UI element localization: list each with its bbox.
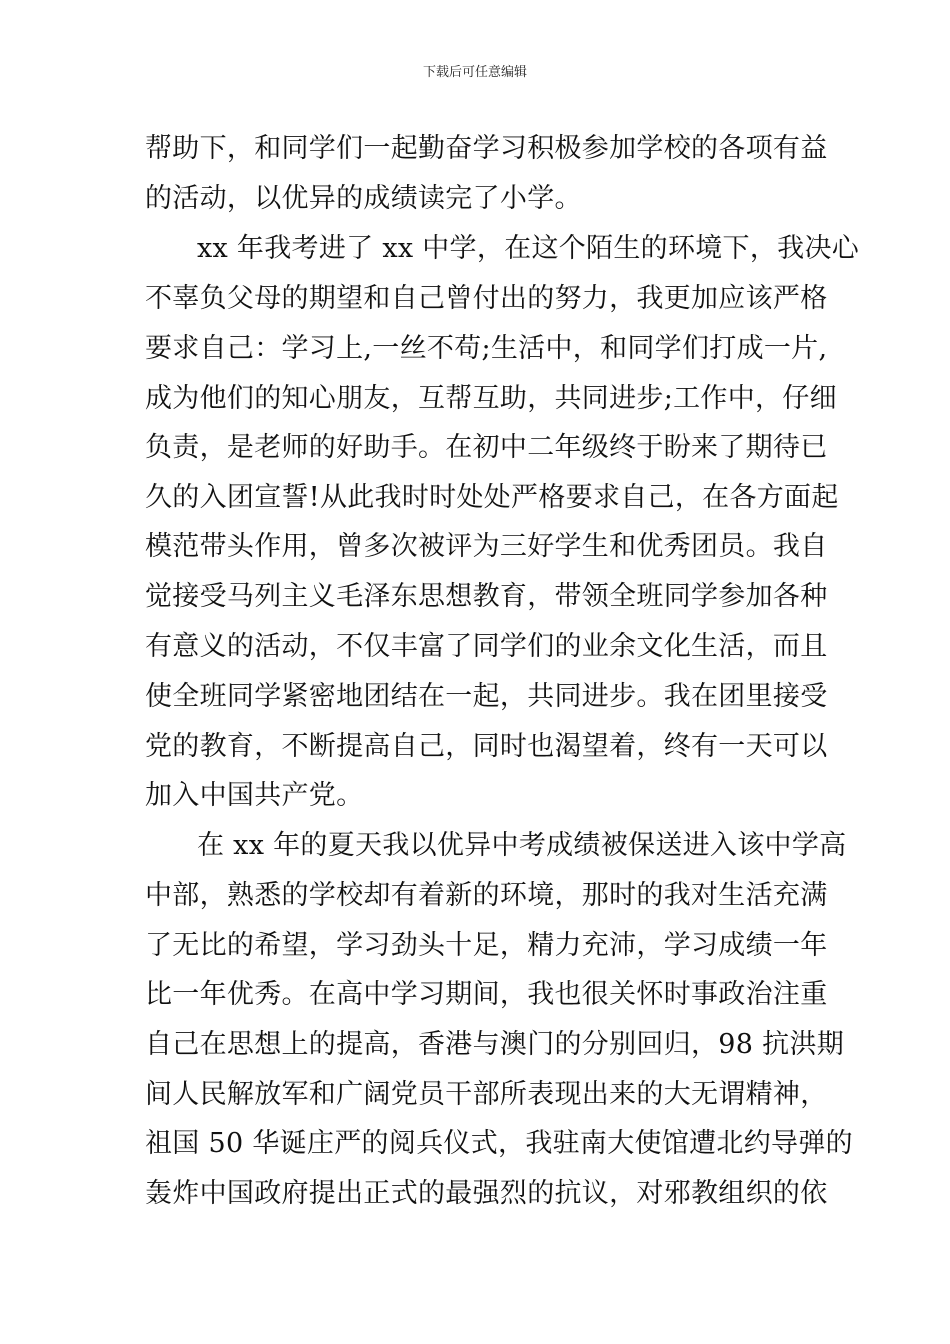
text-line: 帮助下，和同学们一起勤奋学习积极参加学校的各项有益 <box>145 133 828 164</box>
text-line: 觉接受马列主义毛泽东思想教育，带领全班同学参加各种 <box>145 581 828 612</box>
text-line: 成为他们的知心朋友，互帮互助，共同进步;工作中，仔细 <box>145 383 837 414</box>
text-line: 自己在思想上的提高，香港与澳门的分别回归，98 抗洪期 <box>145 1029 845 1060</box>
text-line: 使全班同学紧密地团结在一起，共同进步。我在团里接受 <box>145 681 828 712</box>
text-line: 久的入团宣誓!从此我时时处处严格要求自己，在各方面起 <box>145 482 839 513</box>
text-line: 要求自己：学习上,一丝不苟;生活中，和同学们打成一片, <box>145 333 828 364</box>
text-line: 在 xx 年的夏天我以优异中考成绩被保送进入该中学高 <box>197 830 847 861</box>
text-line: 负责，是老师的好助手。在初中二年级终于盼来了期待已 <box>145 432 828 463</box>
text-line: 祖国 50 华诞庄严的阅兵仪式，我驻南大使馆遭北约导弹的 <box>145 1128 853 1159</box>
text-line: xx 年我考进了 xx 中学，在这个陌生的环境下，我决心 <box>197 233 860 264</box>
text-line: 轰炸中国政府提出正式的最强烈的抗议，对邪教组织的依 <box>145 1178 828 1209</box>
text-line: 的活动，以优异的成绩读完了小学。 <box>145 183 582 214</box>
page-header: 下载后可任意编辑 <box>422 65 527 80</box>
text-line: 了无比的希望，学习劲头十足，精力充沛，学习成绩一年 <box>145 930 828 961</box>
text-line: 不辜负父母的期望和自己曾付出的努力，我更加应该严格 <box>145 283 828 314</box>
text-line: 中部，熟悉的学校却有着新的环境，那时的我对生活充满 <box>145 880 828 911</box>
text-line: 有意义的活动，不仅丰富了同学们的业余文化生活，而且 <box>145 631 828 662</box>
text-line: 间人民解放军和广阔党员干部所表现出来的大无谓精神， <box>145 1079 828 1110</box>
text-line: 模范带头作用，曾多次被评为三好学生和优秀团员。我自 <box>145 531 828 562</box>
text-line: 加入中国共产党。 <box>145 780 364 811</box>
text-line: 党的教育，不断提高自己，同时也渴望着，终有一天可以 <box>145 731 828 762</box>
text-line: 比一年优秀。在高中学习期间，我也很关怀时事政治注重 <box>145 979 828 1010</box>
